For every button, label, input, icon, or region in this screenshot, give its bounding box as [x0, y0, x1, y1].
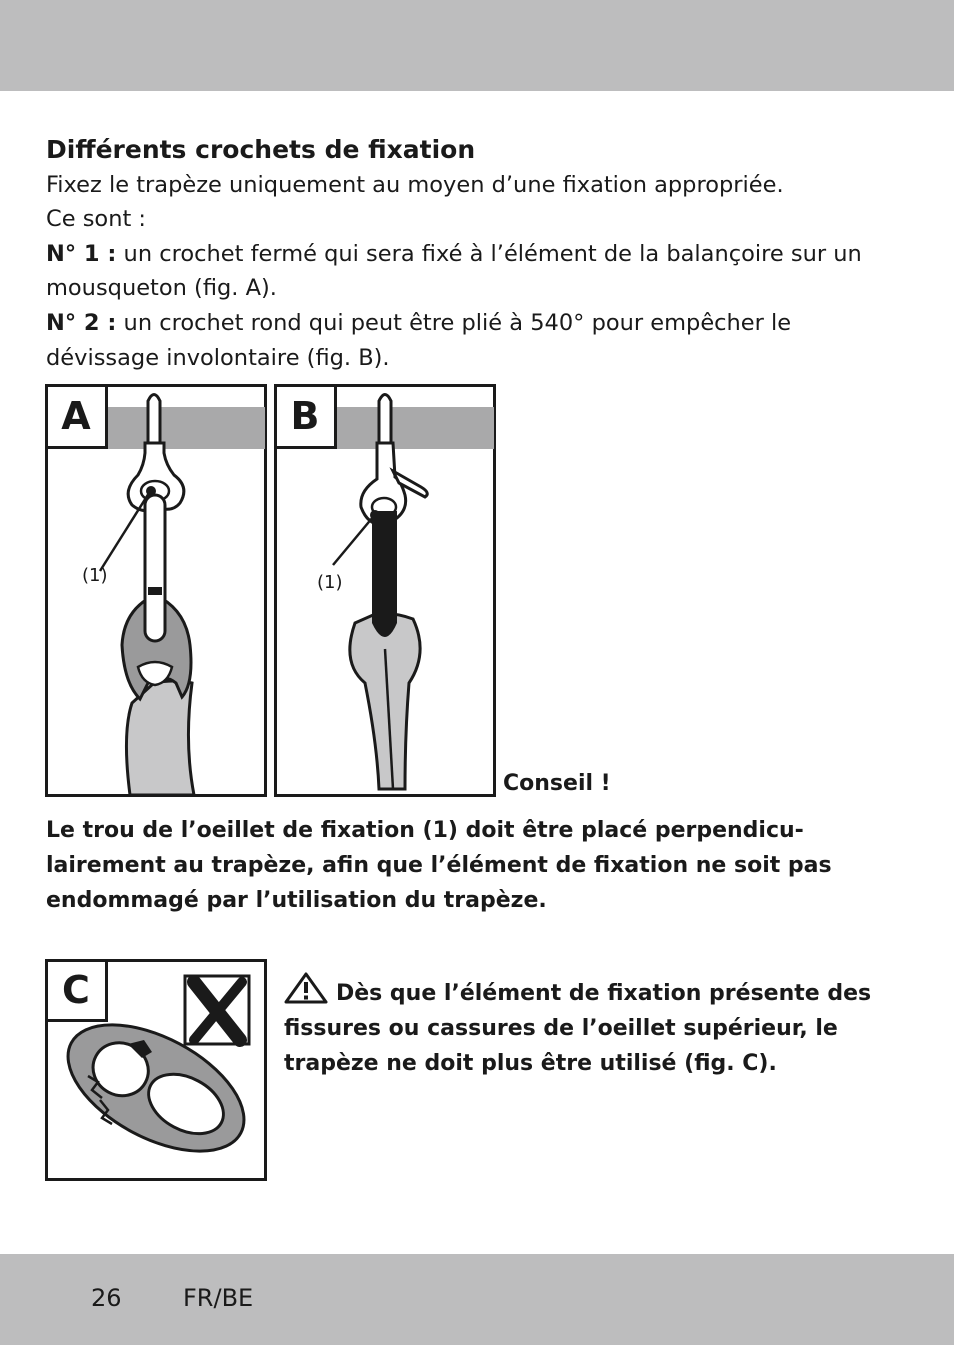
figure-a-letter: A: [61, 394, 91, 438]
item-2-label: N° 2 :: [46, 309, 117, 336]
warning-text: Dès que l’élément de fixation présente des fissures ou cassures de l’oeillet supérieur, le trapèze ne doit plus être utilisé (fig. C).: [284, 981, 872, 1076]
intro-line-2: Ce sont :: [46, 206, 147, 233]
item-1-text: un crochet fermé qui sera fixé à l’élément de la balançoire sur un mousqueton (fig. A).: [46, 240, 862, 302]
item-1-label: N° 1 :: [46, 240, 117, 267]
intro-line-1: Fixez le trapèze uniquement au moyen d’une fixation appropriée.: [46, 171, 784, 198]
bottom-band: [0, 1254, 954, 1345]
page-number: 26: [91, 1284, 122, 1312]
item-1: [46, 237, 906, 306]
figure-c: [44, 958, 268, 1182]
locale-label: FR/BE: [183, 1284, 254, 1312]
item-2-text: un crochet rond qui peut être plié à 540° pour empêcher le dévissage involontaire (fig. B).: [46, 309, 792, 371]
tip-text: Le trou de l’oeillet de fixation (1) doit être placé perpendicu-lairement au trapèze, afin que l’élément de fixation ne soit pas endommagé par l’utilisation du trapèze.: [46, 818, 832, 913]
figure-b-letter: B: [290, 394, 320, 438]
figure-b: [273, 383, 497, 798]
warning-paragraph: [284, 972, 924, 1081]
section-heading: Différents crochets de fixation: [46, 135, 476, 164]
figure-a-callout: (1): [82, 565, 108, 586]
figure-c-letter: C: [62, 968, 90, 1012]
figure-b-callout: (1): [317, 572, 343, 593]
item-2: [46, 306, 906, 375]
intro-section: [46, 133, 906, 375]
tip-title: Conseil !: [503, 771, 611, 796]
figure-a: [44, 383, 268, 798]
warning-triangle-icon: [284, 972, 328, 1004]
tip-note: [46, 814, 916, 918]
warning-section: [284, 972, 924, 1081]
top-band: [0, 0, 954, 91]
